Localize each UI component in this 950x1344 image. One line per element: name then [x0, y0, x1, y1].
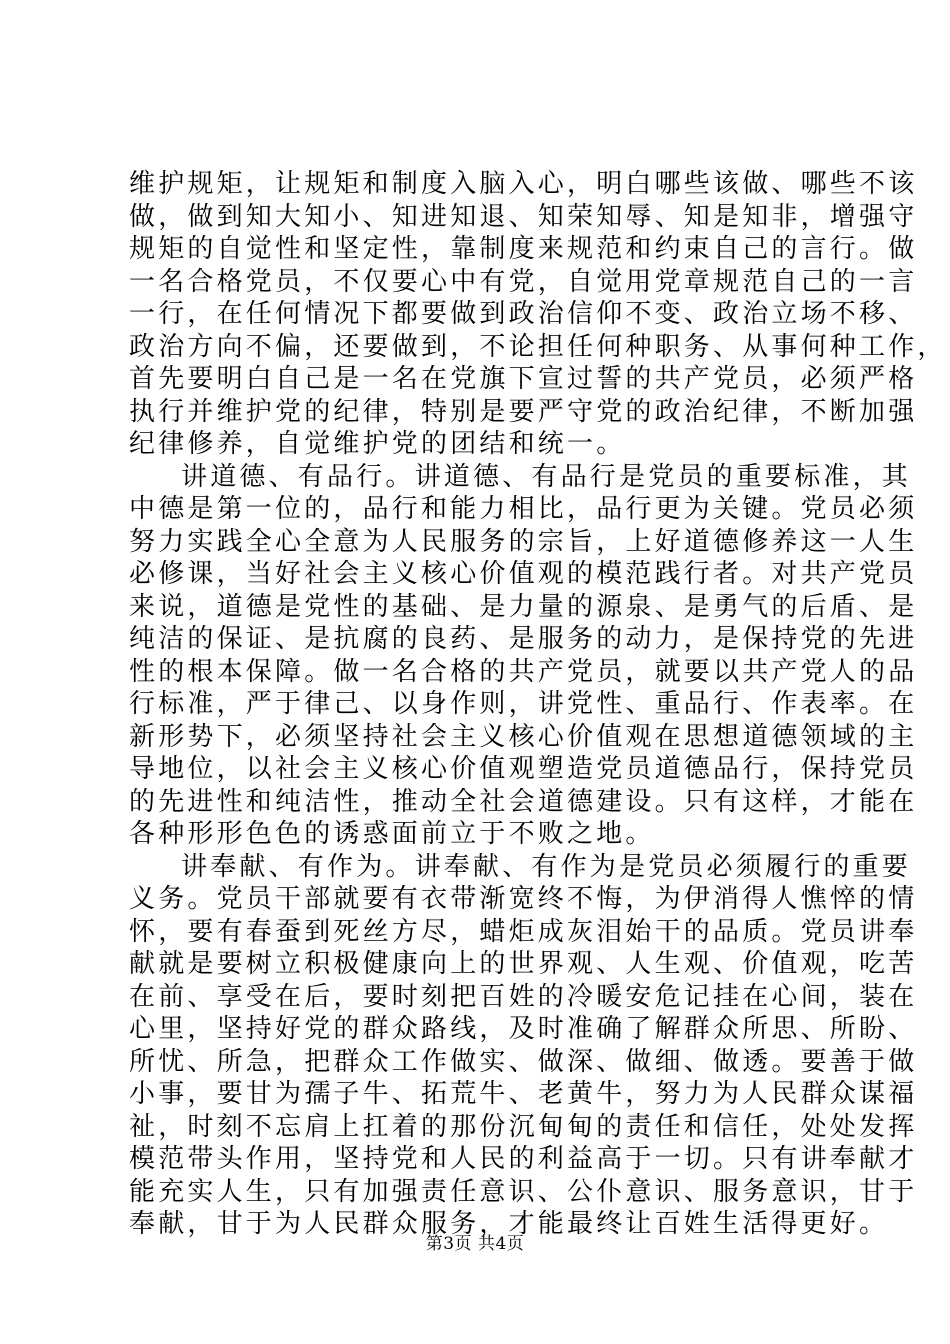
text-line: 首先要明白自己是一名在党旗下宣过誓的共产党员，必须严格	[129, 364, 918, 394]
text-line: 怀，要有春蚕到死丝方尽，蜡炬成灰泪始干的品质。党员讲奉	[129, 916, 918, 947]
page-footer	[0, 1233, 950, 1255]
text-line: 各种形形色色的诱惑面前立于不败之地。	[129, 819, 655, 849]
text-line: 祉，时刻不忘肩上扛着的那份沉甸甸的责任和信任，处处发挥	[129, 1111, 918, 1142]
text-line: 新形势下，必须坚持社会主义核心价值观在思想道德领域的主	[129, 721, 918, 752]
text-line: 义务。党员干部就要有衣带渐宽终不悔，为伊消得人憔悴的情	[129, 884, 918, 914]
paragraph-discipline	[129, 168, 947, 461]
text-line: 的先进性和纯洁性，推动全社会道德建设。只有这样，才能在	[129, 786, 918, 817]
page-number: 第3页 共4页	[425, 1234, 525, 1254]
paragraph-morality	[129, 461, 918, 851]
text-line: 在前、享受在后，要时刻把百姓的冷暖安危记挂在心间，装在	[129, 981, 918, 1012]
text-line: 小事，要甘为孺子牛、拓荒牛、老黄牛，努力为人民群众谋福	[129, 1079, 918, 1109]
text-line: 规矩的自觉性和坚定性，靠制度来规范和约束自己的言行。做	[129, 234, 918, 264]
text-line: 来说，道德是党性的基础、是力量的源泉、是勇气的后盾、是	[129, 591, 918, 622]
text-line: 中德是第一位的，品行和能力相比，品行更为关键。党员必须	[129, 494, 918, 524]
text-line: 努力实践全心全意为人民服务的宗旨，上好道德修养这一人生	[129, 526, 918, 557]
text-line: 导地位，以社会主义核心价值观塑造党员道德品行，保持党员	[129, 754, 918, 784]
text-line: 执行并维护党的纪律，特别是要严守党的政治纪律，不断加强	[129, 396, 918, 427]
text-line: 能充实人生，只有加强责任意识、公仆意识、服务意识，甘于	[129, 1176, 918, 1207]
text-line: 献就是要树立积极健康向上的世界观、人生观、价值观，吃苦	[129, 949, 918, 979]
text-line: 一名合格党员，不仅要心中有党，自觉用党章规范自己的一言	[129, 266, 918, 297]
text-line: 政治方向不偏，还要做到，不论担任何种职务、从事何种工作，	[129, 331, 947, 362]
text-line: 讲道德、有品行。讲道德、有品行是党员的重要标准，其	[181, 461, 912, 492]
text-line: 一行，在任何情况下都要做到政治信仰不变、政治立场不移、	[129, 299, 918, 329]
text-line: 维护规矩，让规矩和制度入脑入心，明白哪些该做、哪些不该	[129, 169, 918, 199]
text-line: 性的根本保障。做一名合格的共产党员，就要以共产党人的品	[129, 656, 918, 687]
text-line: 模范带头作用，坚持党和人民的利益高于一切。只有讲奉献才	[129, 1144, 918, 1174]
text-line: 行标准，严于律己、以身作则，讲党性、重品行、作表率。在	[129, 689, 918, 719]
document-body	[129, 168, 947, 1241]
text-line: 讲奉献、有作为。讲奉献、有作为是党员必须履行的重要	[181, 851, 912, 882]
text-line: 做，做到知大知小、知进知退、知荣知辱、知是知非，增强守	[129, 201, 918, 232]
paragraph-dedication	[129, 851, 918, 1241]
text-line: 纪律修养，自觉维护党的团结和统一。	[129, 429, 626, 459]
text-line: 必修课，当好社会主义核心价值观的模范践行者。对共产党员	[129, 559, 918, 589]
text-line: 所忧、所急，把群众工作做实、做深、做细、做透。要善于做	[129, 1046, 918, 1077]
text-line: 奉献，甘于为人民群众服务，才能最终让百姓生活得更好。	[129, 1209, 889, 1239]
text-line: 心里，坚持好党的群众路线，及时准确了解群众所思、所盼、	[129, 1014, 918, 1044]
text-line: 纯洁的保证、是抗腐的良药、是服务的动力，是保持党的先进	[129, 624, 918, 654]
